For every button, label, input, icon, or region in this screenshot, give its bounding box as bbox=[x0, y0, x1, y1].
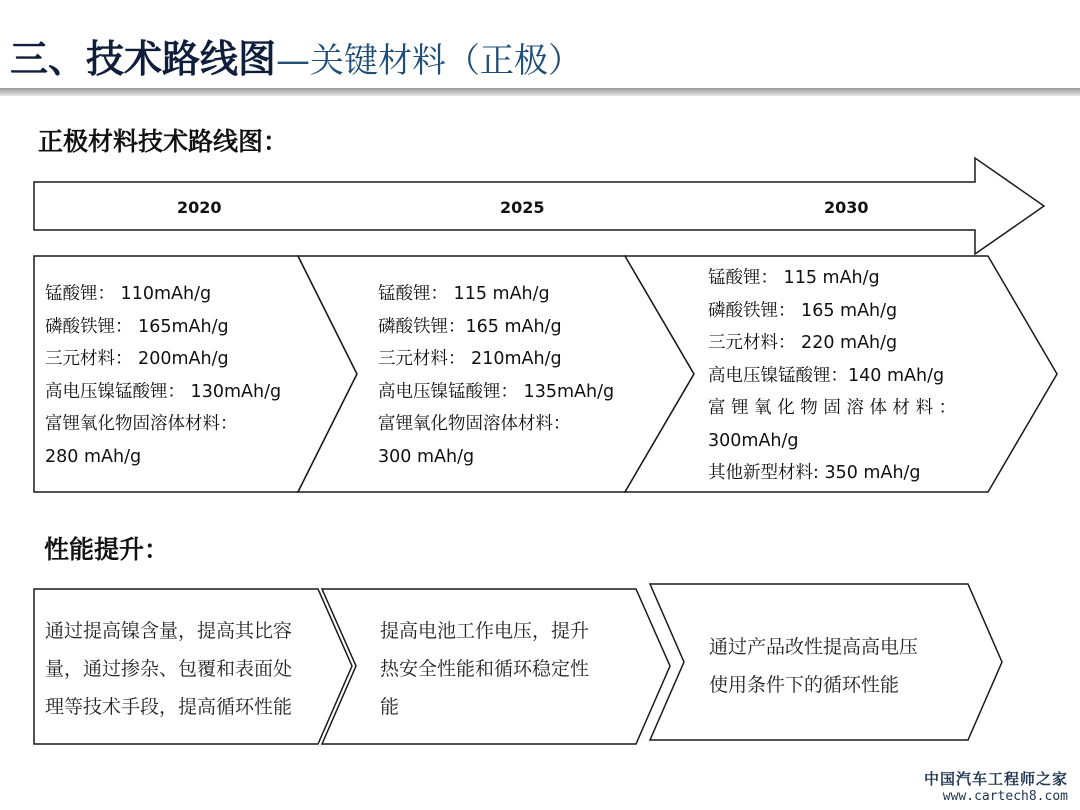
column-line: 锰酸锂： 115 mAh/g bbox=[378, 284, 550, 304]
column-line: 高电压镍锰酸锂： 130mAh/g bbox=[45, 381, 282, 402]
performance-line: 通过产品改性提高高电压 bbox=[709, 636, 919, 658]
title-dash: — bbox=[276, 41, 311, 81]
performance-line: 理等技术手段，提高循环性能 bbox=[45, 696, 293, 718]
title-main: 三、技术路线图 bbox=[10, 37, 277, 81]
roadmap-heading: 正极材料技术路线图： bbox=[38, 127, 289, 156]
column-line: 300 mAh/g bbox=[378, 446, 475, 467]
year-2020: 2020 bbox=[177, 198, 222, 217]
performance-line: 提高电池工作电压，提升 bbox=[380, 620, 590, 642]
watermark bbox=[924, 768, 1068, 804]
column-line: 280 mAh/g bbox=[45, 446, 142, 467]
watermark-name: 中国汽车工程师之家 bbox=[923, 770, 1068, 788]
title-sub: 关键材料（正极） bbox=[310, 41, 583, 81]
performance-line: 量，通过掺杂、包覆和表面处 bbox=[45, 658, 293, 680]
column-line: 300mAh/g bbox=[708, 430, 799, 451]
performance-heading: 性能提升： bbox=[44, 535, 170, 564]
column-line: 磷酸铁锂： 165mAh/g bbox=[45, 316, 229, 337]
column-line: 锰酸锂： 115 mAh/g bbox=[708, 268, 880, 288]
column-line: 磷酸铁锂：165 mAh/g bbox=[378, 316, 562, 337]
column-line: 三元材料： 220 mAh/g bbox=[708, 333, 898, 353]
column-line: 三元材料： 200mAh/g bbox=[45, 349, 229, 369]
performance-line: 热安全性能和循环稳定性 bbox=[380, 658, 590, 680]
performance-line: 能 bbox=[380, 696, 400, 718]
year-2030: 2030 bbox=[824, 198, 869, 217]
column-line: 其他新型材料: 350 mAh/g bbox=[708, 463, 921, 483]
column-line: 高电压镍锰酸锂：140 mAh/g bbox=[708, 365, 945, 386]
year-2025: 2025 bbox=[500, 198, 545, 217]
performance-text-1 bbox=[45, 612, 292, 726]
column-line: 锰酸锂： 110mAh/g bbox=[45, 284, 212, 304]
performance-line: 通过提高镍含量，提高其比容 bbox=[45, 620, 293, 642]
column-line: 高电压镍锰酸锂： 135mAh/g bbox=[378, 381, 615, 402]
column-line: 富 锂 氧 化 物 固 溶 体 材 料 ： bbox=[708, 398, 957, 418]
roadmap-column-2030 bbox=[708, 262, 956, 490]
watermark-url: www.cartech8.com bbox=[942, 789, 1068, 804]
performance-text-2 bbox=[380, 612, 589, 726]
column-line: 富锂氧化物固溶体材料： bbox=[45, 414, 238, 434]
roadmap-column-2020 bbox=[45, 278, 281, 473]
performance-line: 使用条件下的循环性能 bbox=[709, 674, 900, 696]
performance-text-3 bbox=[709, 628, 918, 704]
column-line: 三元材料： 210mAh/g bbox=[378, 349, 562, 369]
roadmap-column-2025 bbox=[378, 278, 614, 473]
column-line: 磷酸铁锂： 165 mAh/g bbox=[708, 300, 898, 321]
column-line: 富锂氧化物固溶体材料： bbox=[378, 414, 571, 434]
